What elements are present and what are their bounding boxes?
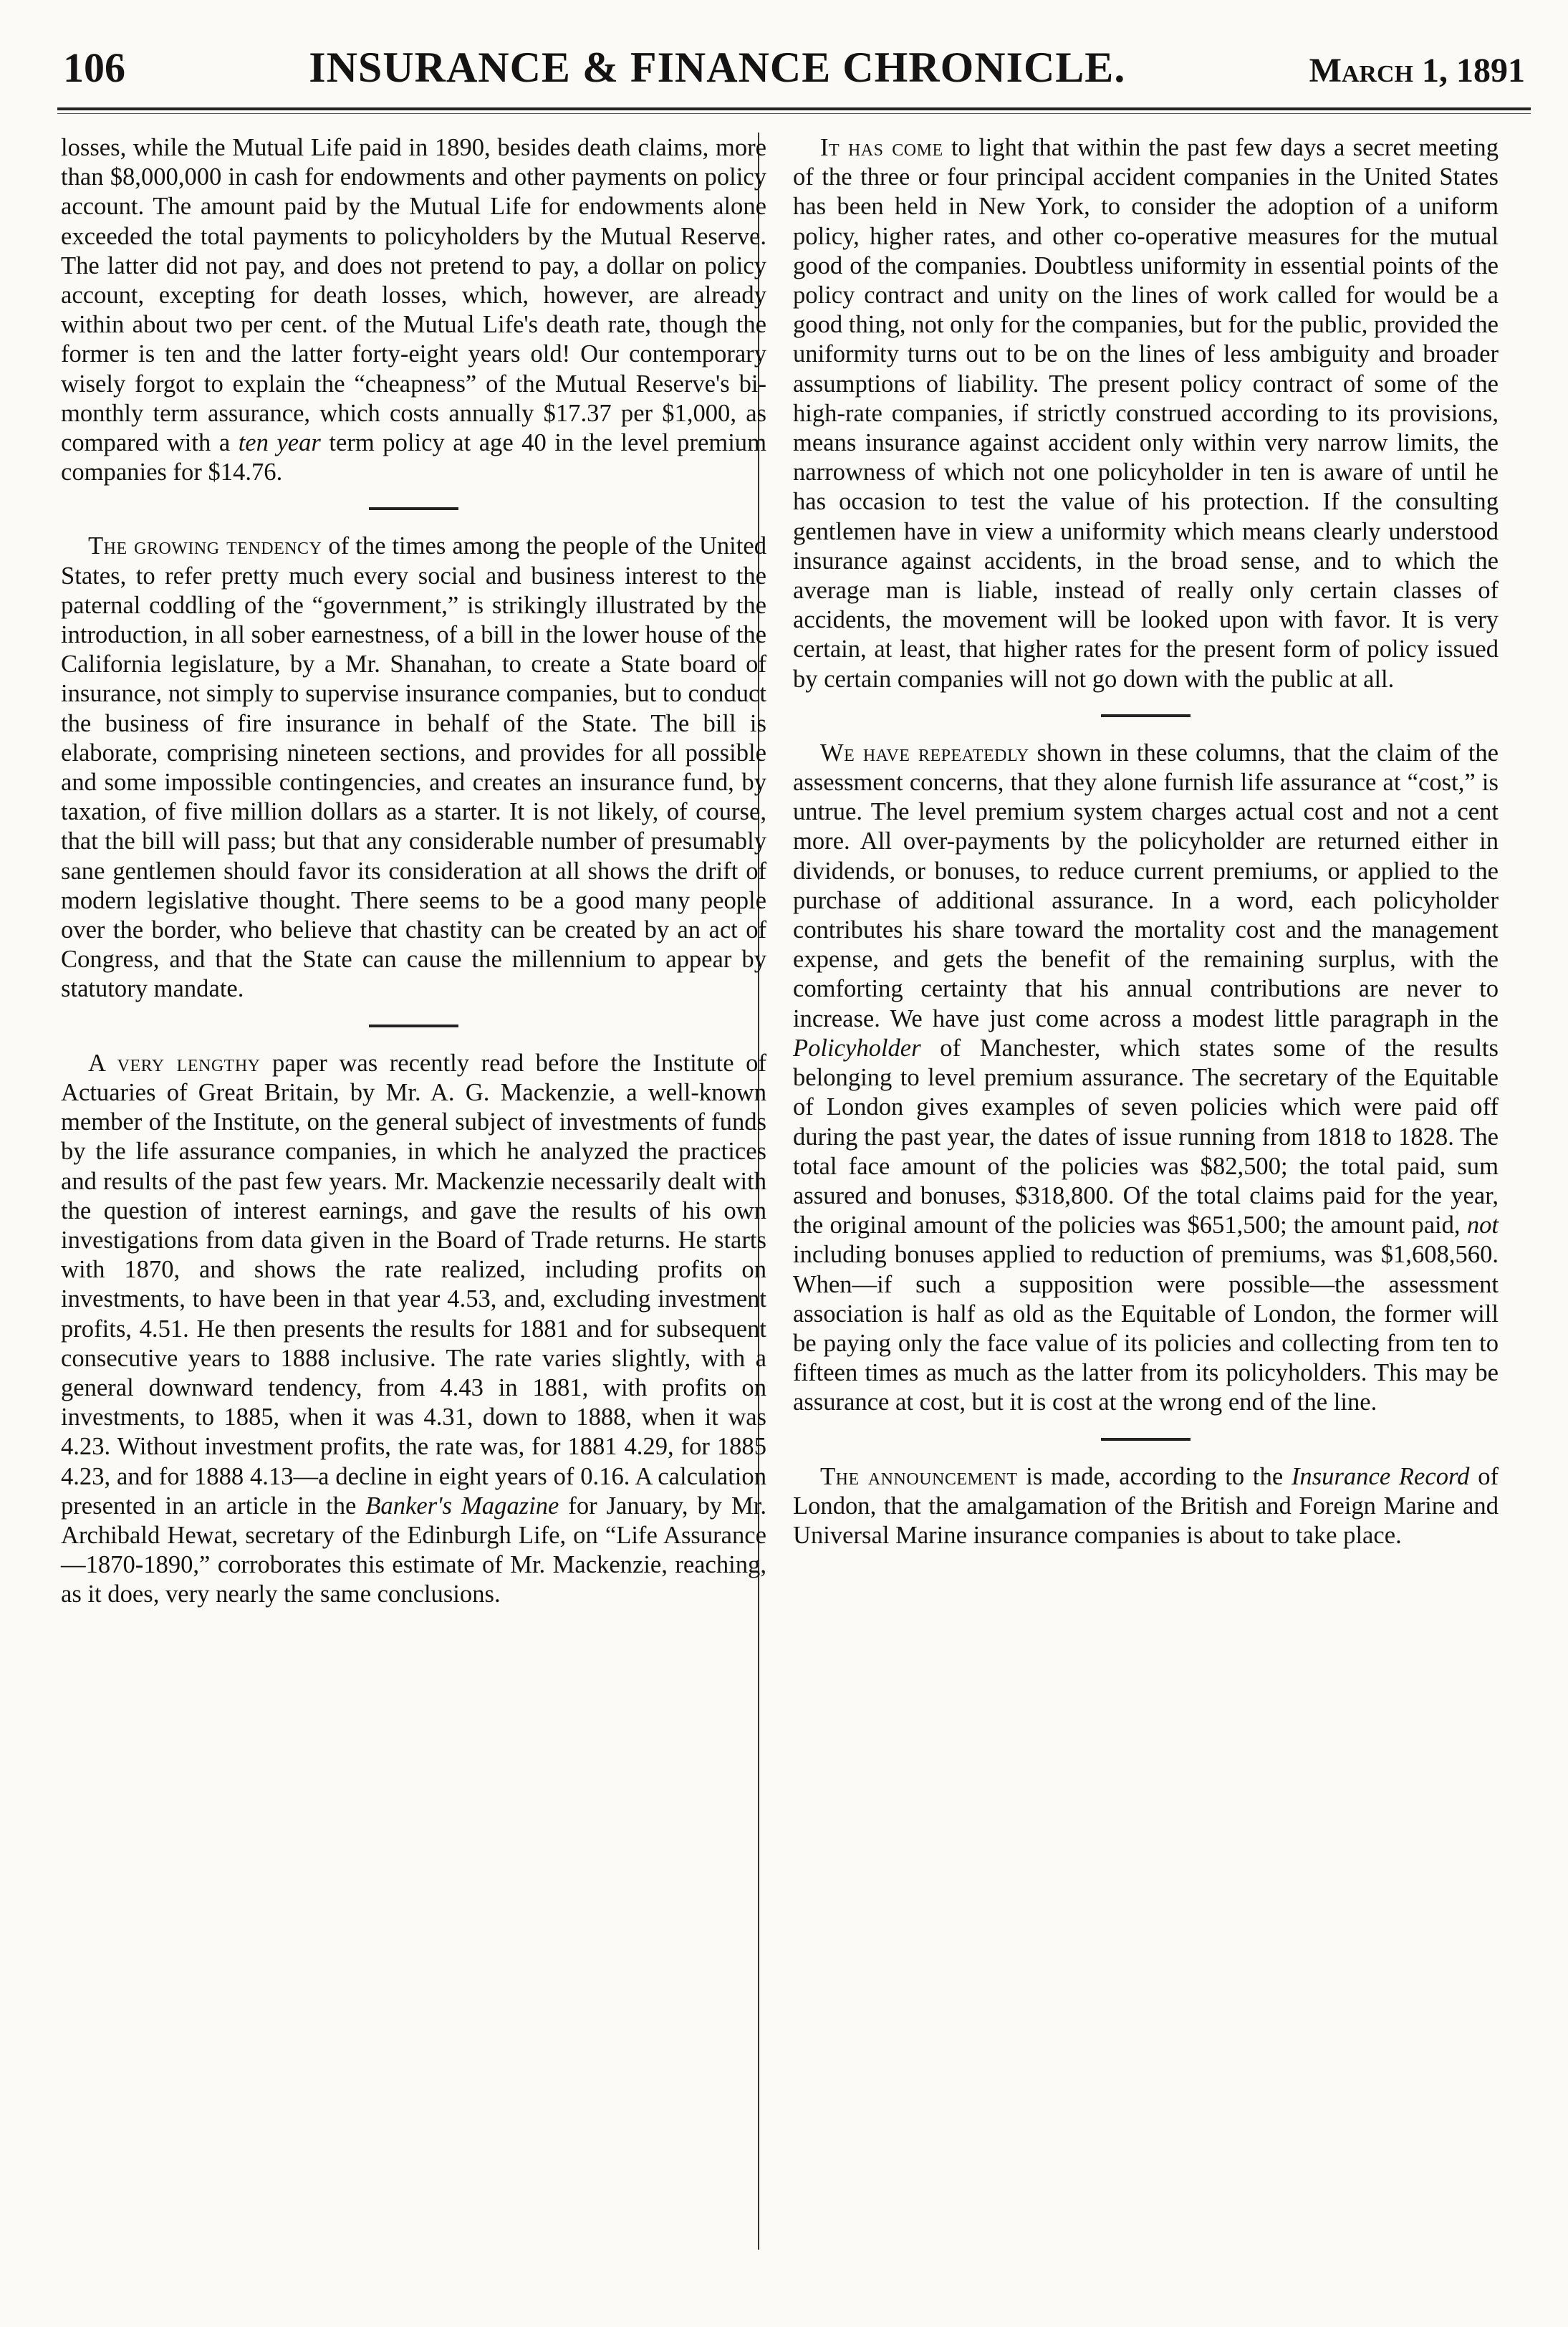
paragraph-text: shown in these columns, that the claim of the assessment concerns, that they alone furnish life assurance at “cost,” is untrue. The level premium system charges actual cost and not a cent more. All over-payments by the policyholder are returned either in dividends, or bonuses, to reduce current premiums, or applied to the purchase of additional assurance. In a word, each policyholder contributes his share toward the mortality cost and the management expense, and gets the benefit of the remaining surplus, with the comforting certainty that his annual contributions are never to increase. We have just come across a modest little paragraph in the (793, 739, 1499, 1032)
paragraph-amalgamation (793, 1462, 1499, 1551)
section-rule (369, 507, 458, 510)
paragraph-mutual-life (61, 133, 766, 487)
section-rule (369, 1025, 458, 1027)
paragraph-text: paper was recently read before the Institute of Actuaries of Great Britain, by Mr. A. G. Mackenzie, a well-known member of the Institute, on the general subject of investments of funds by the life assurance companies, in which he analyzed the practices and results of the past few years. Mr. Mackenzie necessarily dealt with the question of interest earnings, and gave the results of his own investigations from data given in the Board of Trade returns. He starts with 1870, and shows the rate realized, including profits on investments, to have been in that year 4.53, and, excluding investment profits, 4.51. He then presents the results for 1881 and for subsequent consecutive years to 1888 inclusive. The rate varies slightly, with a general downward tendency, from 4.43 in 1881, with profits on investments, to 1885, when it was 4.31, down to 1888, when it was 4.23. Without investment profits, the rate was, for 1881 4.29, for 1885 4.23, and for 1888 4.13—a decline in eight years of 0.16. A calculation presented in an article in the (61, 1049, 766, 1520)
paragraph-level-premium (793, 739, 1499, 1418)
paragraph-lead: The growing tendency (88, 532, 322, 560)
right-column (793, 133, 1499, 1550)
paragraph-accident-companies (793, 133, 1499, 694)
paragraph-text: of London, that the amalgamation of the British and Foreign Marine and Universal Marine insurance companies is about to take place. (793, 1462, 1499, 1549)
header-rule-thin (57, 113, 1531, 114)
italic-text: Insurance Record (1291, 1462, 1470, 1490)
paragraph-state-insurance (61, 532, 766, 1004)
italic-text: Banker's Magazine (365, 1492, 559, 1520)
italic-text: not (1466, 1212, 1499, 1239)
paragraph-text: of Manchester, which states some of the results belonging to level premium assurance. The secretary of the Equitable of London gives examples of seven policies which were paid off during the past year, the dates of issue running from 1818 to 1828. The total face amount of the policies was $82,500; the total paid, sum assured and bonuses, $318,800. Of the total claims paid for the year, the original amount of the policies was $651,500; the amount paid, (793, 1034, 1499, 1239)
paragraph-text: including bonuses applied to reduction of premiums, was $1,608,560. When—if such a supposition were possible—the assessment association is half as old as the Equitable of London, the former will be paying only the face value of its policies and collecting from ten to fifteen times as much as the latter from its policyholders. This may be assurance at cost, but it is cost at the wrong end of the line. (793, 1241, 1499, 1416)
paragraph-lead: It has come (820, 134, 943, 161)
left-column (61, 133, 766, 1610)
paragraph-text: of the times among the people of the United States, to refer pretty much every social and business interest to the paternal coddling of the “government,” is strikingly illustrated by the introduction, in all sober earnestness, of a bill in the lower house of the California legislature, by a Mr. Shanahan, to create a State board of insurance, not simply to supervise insurance companies, but to conduct the business of fire insurance in behalf of the State. The bill is elaborate, comprising nineteen sections, and provides for all possible and some impossible contingencies, and creates an insurance fund, by taxation, of five million dollars as a starter. It is not likely, of course, that the bill will pass; but that any considerable number of presumably sane gentlemen should favor its consideration at all shows the drift of modern legislative thought. There seems to be a good many people over the border, who believe that chastity can be created by an act of Congress, and that the State can cause the millennium to appear by statutory mandate. (61, 532, 766, 1003)
paragraph-lead: We have repeatedly (820, 739, 1029, 767)
italic-text: Policyholder (793, 1034, 921, 1062)
page-number: 106 (63, 44, 125, 91)
italic-text: ten year (238, 429, 321, 457)
issue-date: March 1, 1891 (1309, 52, 1525, 90)
paragraph-text: for January, by Mr. Archibald Hewat, secretary of the Edinburgh Life, on “Life Assurance—1870-1890,” corroborates this estimate of Mr. Mackenzie, reaching, as it does, very nearly the same conclusions. (61, 1492, 767, 1608)
section-rule (1101, 714, 1191, 717)
paragraph-text: losses, while the Mutual Life paid in 1890, besides death claims, more than $8,000,000 in cash for endowments and other payments on policy account. The amount paid by the Mutual Life for endowments alone exceeded the total payments to policyholders by the Mutual Reserve. The latter did not pay, and does not pretend to pay, a dollar on policy account, excepting for death losses, which, however, are already within about two per cent. of the Mutual Life's death rate, though the former is ten and the latter forty-eight years old! Our contemporary wisely forgot to explain the “cheapness” of the Mutual Reserve's bi-monthly term assurance, which costs annually $17.37 per $1,000, as compared with a (61, 134, 766, 457)
paragraph-text: term policy at age 40 in the level premium companies for $14.76. (61, 429, 766, 486)
running-head (63, 43, 1525, 107)
section-rule (1101, 1438, 1191, 1441)
header-rule (57, 107, 1531, 110)
paragraph-text: is made, according to the (1017, 1462, 1292, 1490)
publication-title: INSURANCE & FINANCE CHRONICLE. (309, 44, 1126, 91)
paragraph-text: to light that within the past few days a secret meeting of the three or four principal accident companies in the United States has been held in New York, to consider the adoption of a uniform policy, higher rates, and other co-operative measures for the mutual good of the companies. Doubtless uniformity in essential points of the policy contract and unity on the lines of work called for would be a good thing, not only for the companies, but for the public, provided the uniformity turns out to be on the lines of less ambiguity and broader assumptions of liability. The present policy contract of some of the high-rate companies, if strictly construed according to its provisions, means insurance against accident only within very narrow limits, the narrowness of which not one policyholder in ten is aware of until he has occasion to test the value of his protection. If the consulting gentlemen have in view a uniformity which means clearly understood insurance against accidents, in the broad sense, and to which the average man is liable, instead of really only certain classes of accidents, the movement will be looked upon with favor. It is very certain, at least, that higher rates for the present form of policy issued by certain companies will not go down with the public at all. (793, 134, 1499, 693)
paragraph-lead: The announcement (820, 1462, 1018, 1490)
paragraph-actuaries (61, 1049, 766, 1610)
paragraph-lead: A very lengthy (88, 1049, 261, 1077)
